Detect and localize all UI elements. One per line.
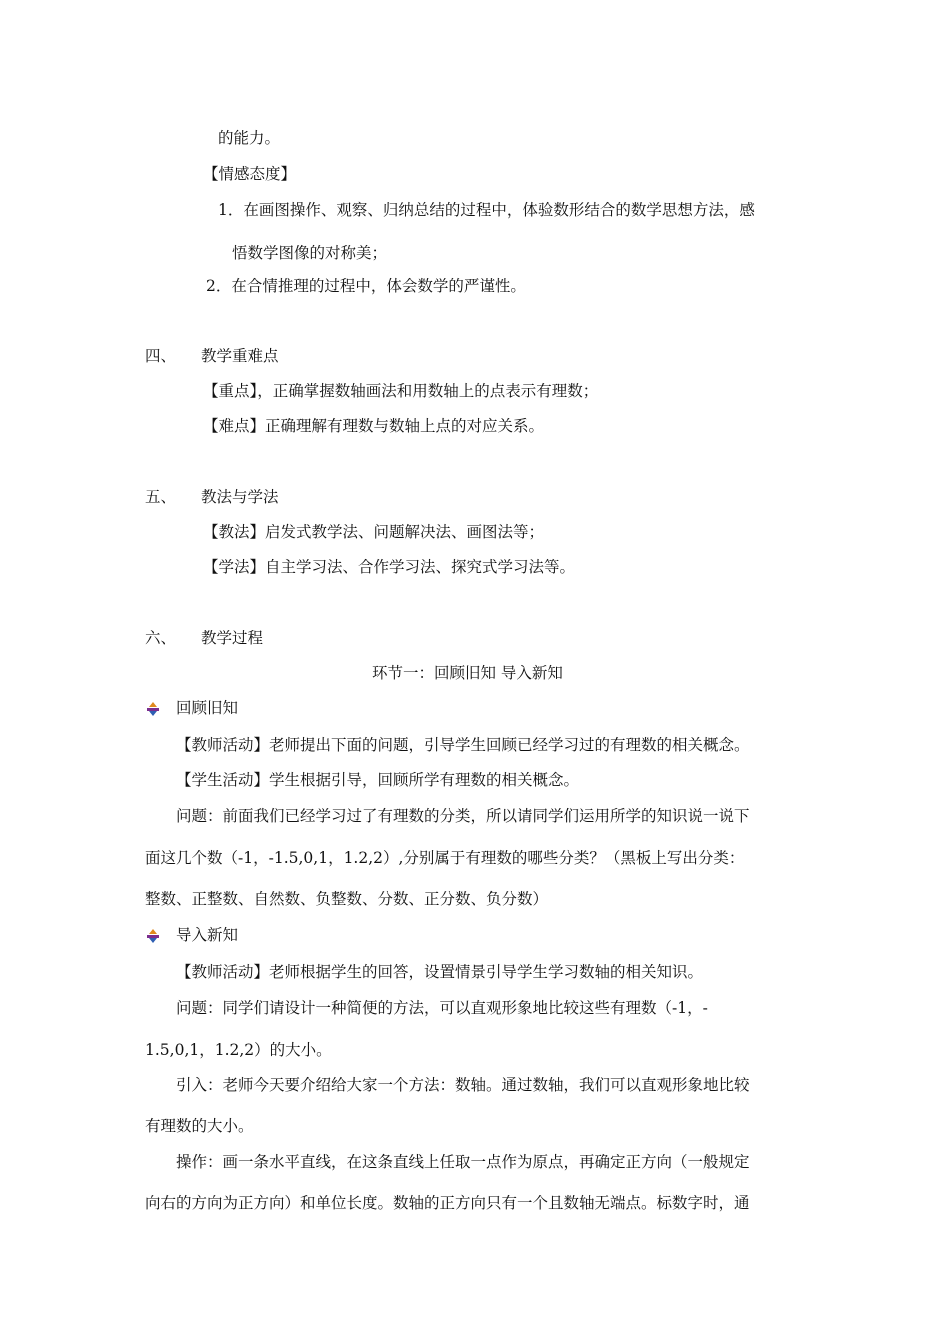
section-5-heading [145,487,279,507]
intro-teacher-activity: 【教师活动】老师根据学生的回答，设置情景引导学生学习数轴的相关知识。 [176,963,704,981]
intro-question-line-2: 1.5,0,1，1.2,2）的大小。 [145,1041,332,1059]
lead-in-line-2: 有理数的大小。 [145,1117,254,1135]
review-question-line-1: 问题：前面我们已经学习过了有理数的分类，所以请同学们运用所学的知识说一说下 [176,807,750,825]
arrow-bullet-icon [145,929,161,943]
emotion-item-2: 2．在合情推理的过程中，体会数学的严谨性。 [206,277,526,295]
section-6-heading [145,628,263,648]
review-student-activity: 【学生活动】学生根据引导，回顾所学有理数的相关概念。 [176,771,580,789]
section-title: 教学重难点 [201,347,279,365]
section-number: 六、 [145,629,177,647]
intro-heading: 导入新知 [176,926,239,944]
emotion-item-1-continued: 悟数学图像的对称美； [232,244,388,262]
operation-line-2: 向右的方向为正方向）和单位长度。数轴的正方向只有一个且数轴无端点。标数字时，通 [145,1194,750,1212]
review-question-line-3: 整数、正整数、自然数、负整数、分数、正分数、负分数） [145,890,549,908]
learning-method: 【学法】自主学习法、合作学习法、探究式学习法等。 [203,558,576,576]
difficulty-point: 【难点】正确理解有理数与数轴上点的对应关系。 [203,417,545,435]
operation-line-1: 操作：画一条水平直线，在这条直线上任取一点作为原点，再确定正方向（一般规定 [176,1153,750,1171]
lead-in-line-1: 引入：老师今天要介绍给大家一个方法：数轴。通过数轴，我们可以直观形象地比较 [176,1076,750,1094]
intro-question-line-1: 问题：同学们请设计一种简便的方法，可以直观形象地比较这些有理数（-1，- [176,999,708,1017]
section-number: 五、 [145,488,177,506]
stage-title: 环节一：回顾旧知 导入新知 [372,664,563,682]
arrow-bullet-icon [145,702,161,716]
section-number: 四、 [145,347,177,365]
review-question-line-2: 面这几个数（-1，-1.5,0,1，1.2,2）,分别属于有理数的哪些分类？（黑板上写出分类： [145,849,745,867]
section-title: 教法与学法 [201,488,279,506]
key-point: 【重点】，正确掌握数轴画法和用数轴上的点表示有理数； [203,382,599,400]
section-title: 教学过程 [201,629,264,647]
emotion-item-1: 1．在画图操作、观察、归纳总结的过程中，体验数形结合的数学思想方法，感 [218,201,755,219]
teaching-method: 【教法】启发式教学法、问题解决法、画图法等； [203,523,545,541]
objective-text-continued: 的能力。 [218,129,281,147]
emotion-attitude-heading: 【情感态度】 [203,165,297,183]
section-4-heading [145,346,279,366]
review-teacher-activity: 【教师活动】老师提出下面的问题，引导学生回顾已经学习过的有理数的相关概念。 [176,736,750,754]
review-heading: 回顾旧知 [176,699,239,717]
